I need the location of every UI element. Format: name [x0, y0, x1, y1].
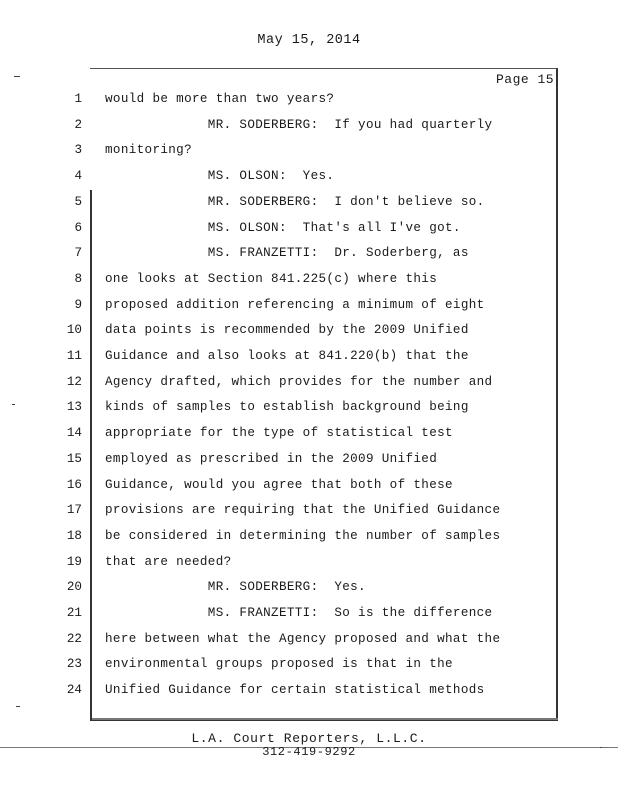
scan-speck	[12, 404, 15, 405]
transcript-line	[0, 400, 618, 422]
line-number: 11	[66, 349, 82, 363]
line-text: employed as prescribed in the 2009 Unified	[105, 451, 438, 466]
line-number: 23	[66, 657, 82, 672]
line-text: Guidance and also looks at 841.220(b) that the	[105, 349, 469, 363]
transcript-line	[0, 195, 618, 217]
line-text: one looks at Section 841.225(c) where this	[105, 271, 438, 286]
line-number: 14	[66, 426, 82, 441]
line-number: 9	[74, 297, 82, 312]
transcript-line	[0, 272, 618, 294]
transcript-line	[0, 221, 618, 243]
line-number: 12	[66, 374, 82, 389]
footer-phone: 312-419-9292	[262, 745, 356, 759]
transcript-line	[0, 323, 618, 345]
line-text: be considered in determining the number of samples	[105, 528, 501, 543]
line-number: 24	[66, 683, 82, 698]
line-text: MS. FRANZETTI: So is the difference	[105, 606, 493, 620]
line-text: that are needed?	[105, 554, 232, 569]
line-number: 6	[74, 220, 82, 235]
page-frame-shadow	[92, 718, 558, 720]
transcript-line	[0, 349, 618, 371]
line-number: 21	[66, 606, 82, 620]
line-number: 7	[74, 246, 82, 261]
line-text: would be more than two years?	[105, 92, 335, 106]
line-text: Guidance, would you agree that both of these	[105, 477, 453, 492]
line-text: here between what the Agency proposed and what the	[105, 631, 501, 646]
line-number: 5	[74, 194, 82, 209]
transcript-line	[0, 632, 618, 654]
line-text: proposed addition referencing a minimum of eight	[105, 297, 485, 312]
transcript-line	[0, 555, 618, 577]
line-text: MR. SODERBERG: I don't believe so.	[105, 194, 485, 209]
transcript-line	[0, 683, 618, 705]
line-number: 17	[66, 503, 82, 518]
line-text: data points is recommended by the 2009 Unified	[105, 323, 469, 338]
line-text: MR. SODERBERG: If you had quarterly	[105, 117, 493, 132]
line-number: 10	[66, 323, 82, 338]
transcript-line	[0, 606, 618, 628]
line-text: MS. OLSON: That's all I've got.	[105, 220, 461, 235]
line-number: 4	[74, 169, 82, 184]
line-text: provisions are requiring that the Unified Guidance	[105, 503, 501, 518]
line-number: 3	[74, 143, 82, 158]
transcript-line	[0, 580, 618, 602]
line-number: 16	[66, 477, 82, 492]
line-number: 19	[66, 554, 82, 569]
line-text: Agency drafted, which provides for the number and	[105, 374, 493, 389]
line-text: kinds of samples to establish background being	[105, 400, 469, 415]
footer-company: L.A. Court Reporters, L.L.C.	[191, 731, 427, 746]
line-text: MS. OLSON: Yes.	[105, 169, 335, 184]
line-text: MS. FRANZETTI: Dr. Soderberg, as	[105, 246, 469, 261]
transcript-date: May 15, 2014	[257, 33, 361, 48]
transcript-line	[0, 169, 618, 191]
line-number: 1	[74, 92, 82, 106]
line-number: 2	[74, 117, 82, 132]
transcript-line	[0, 246, 618, 268]
line-number: 18	[66, 528, 82, 543]
transcript-line	[0, 452, 618, 474]
line-number: 20	[66, 580, 82, 595]
line-text: monitoring?	[105, 143, 192, 158]
line-text: Unified Guidance for certain statistical methods	[105, 683, 485, 698]
transcript-line	[0, 118, 618, 140]
transcript-line	[0, 143, 618, 165]
scan-speck	[14, 76, 20, 77]
line-text: appropriate for the type of statistical test	[105, 426, 453, 441]
line-text: environmental groups proposed is that in the	[105, 657, 453, 672]
transcript-line	[0, 657, 618, 679]
line-number: 13	[66, 400, 82, 415]
transcript-line	[0, 375, 618, 397]
page-number-label: Page 15	[496, 72, 555, 87]
transcript-line	[0, 478, 618, 500]
line-number: 15	[66, 451, 82, 466]
scan-speck	[600, 747, 602, 748]
scan-speck	[16, 706, 20, 707]
transcript-line	[0, 298, 618, 320]
transcript-line	[0, 92, 618, 114]
line-text: MR. SODERBERG: Yes.	[105, 580, 366, 595]
line-number: 8	[74, 271, 82, 286]
transcript-line	[0, 426, 618, 448]
transcript-line	[0, 503, 618, 525]
transcript-line	[0, 529, 618, 551]
line-number: 22	[66, 631, 82, 646]
